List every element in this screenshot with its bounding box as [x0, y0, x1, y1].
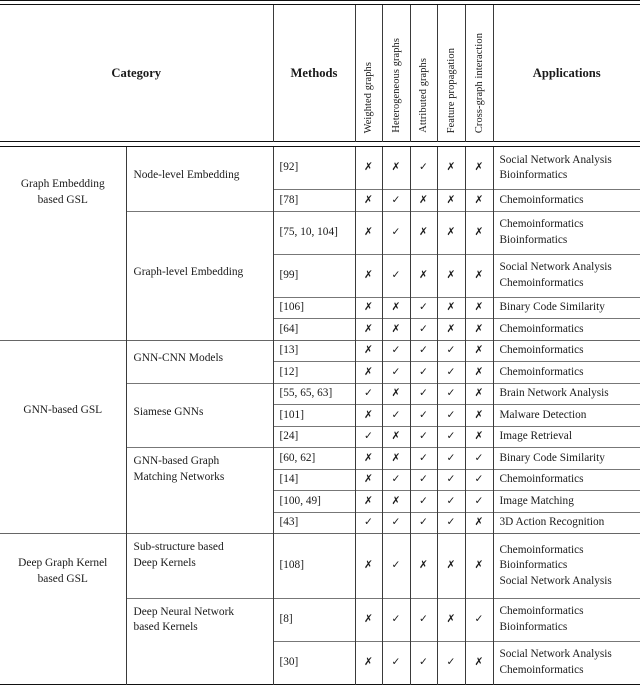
feature-mark-cell	[355, 512, 382, 534]
table-header	[0, 1, 640, 147]
bottom-rule-row	[0, 684, 640, 685]
cross-icon: ✗	[447, 613, 456, 625]
feature-mark-cell	[437, 512, 465, 534]
method-cell: [24]	[273, 426, 355, 448]
feature-mark-cell	[437, 491, 465, 513]
subcategory-label-line: Node-level Embedding	[134, 168, 273, 184]
feature-mark-cell	[410, 254, 437, 297]
feature-mark-cell	[465, 512, 493, 534]
feature-mark-cell	[437, 405, 465, 427]
feature-mark-cell	[355, 190, 382, 212]
feature-mark-cell	[410, 362, 437, 384]
method-cell: [106]	[273, 297, 355, 319]
cross-icon: ✗	[475, 194, 484, 206]
check-icon: ✓	[419, 495, 428, 507]
feature-mark-cell	[355, 405, 382, 427]
check-icon: ✓	[419, 452, 428, 464]
check-icon: ✓	[392, 269, 401, 281]
application-label: Bioinformatics	[500, 558, 640, 574]
cross-icon: ✗	[475, 269, 484, 281]
applications-cell	[493, 534, 640, 599]
feature-mark-cell	[437, 147, 465, 190]
cross-icon: ✗	[475, 387, 484, 399]
subcategory-label-line: Deep Kernels	[134, 556, 273, 572]
feature-mark-cell	[382, 469, 410, 491]
check-icon: ✓	[447, 344, 456, 356]
applications-cell	[493, 254, 640, 297]
applications-cell	[493, 426, 640, 448]
cross-icon: ✗	[392, 430, 401, 442]
check-icon: ✓	[392, 656, 401, 668]
cross-icon: ✗	[447, 226, 456, 238]
feature-mark-cell	[410, 147, 437, 190]
cross-icon: ✗	[392, 452, 401, 464]
feature-mark-cell	[410, 469, 437, 491]
table-row	[0, 340, 640, 362]
cross-icon: ✗	[392, 161, 401, 173]
cross-icon: ✗	[475, 323, 484, 335]
feature-mark-cell	[465, 340, 493, 362]
cross-icon: ✗	[364, 473, 373, 485]
feature-mark-cell	[465, 534, 493, 599]
application-label: Chemoinformatics	[500, 343, 640, 359]
subcategory-cell	[126, 534, 273, 599]
feature-mark-cell	[410, 190, 437, 212]
category-label-line: based GSL	[4, 193, 122, 209]
feature-mark-cell	[437, 362, 465, 384]
feature-mark-cell	[410, 448, 437, 470]
feature-mark-cell	[465, 297, 493, 319]
applications-cell	[493, 340, 640, 362]
category-label-line: GNN-based GSL	[4, 403, 122, 419]
application-label: Chemoinformatics	[500, 604, 640, 620]
feature-mark-cell	[437, 641, 465, 684]
check-icon: ✓	[475, 473, 484, 485]
feature-mark-cell	[382, 405, 410, 427]
check-icon: ✓	[392, 366, 401, 378]
check-icon: ✓	[447, 656, 456, 668]
application-label: Bioinformatics	[500, 168, 640, 184]
feature-mark-cell	[437, 319, 465, 341]
feature-mark-cell	[410, 598, 437, 641]
check-icon: ✓	[419, 473, 428, 485]
subcategory-cell	[126, 383, 273, 448]
feature-mark-cell	[465, 426, 493, 448]
category-label-line: Graph Embedding	[4, 177, 122, 193]
feature-mark-cell	[437, 254, 465, 297]
cross-icon: ✗	[392, 387, 401, 399]
applications-cell	[493, 319, 640, 341]
cross-icon: ✗	[364, 613, 373, 625]
cross-icon: ✗	[364, 301, 373, 313]
header-cross-graph-interaction-label: Cross-graph interaction	[474, 33, 485, 133]
method-cell: [14]	[273, 469, 355, 491]
cross-icon: ✗	[447, 269, 456, 281]
application-label: Chemoinformatics	[500, 365, 640, 381]
check-icon: ✓	[419, 430, 428, 442]
feature-mark-cell	[382, 211, 410, 254]
applications-cell	[493, 297, 640, 319]
check-icon: ✓	[447, 366, 456, 378]
feature-mark-cell	[437, 598, 465, 641]
feature-mark-cell	[382, 147, 410, 190]
check-icon: ✓	[392, 613, 401, 625]
cross-icon: ✗	[364, 452, 373, 464]
check-icon: ✓	[419, 516, 428, 528]
feature-mark-cell	[465, 598, 493, 641]
feature-mark-cell	[465, 448, 493, 470]
feature-mark-cell	[382, 491, 410, 513]
check-icon: ✓	[419, 301, 428, 313]
check-icon: ✓	[392, 409, 401, 421]
category-label-line: based GSL	[4, 572, 122, 588]
check-icon: ✓	[475, 452, 484, 464]
method-cell: [43]	[273, 512, 355, 534]
header-row	[0, 5, 640, 142]
feature-mark-cell	[382, 598, 410, 641]
application-label: Chemoinformatics	[500, 322, 640, 338]
cross-icon: ✗	[364, 344, 373, 356]
feature-mark-cell	[410, 383, 437, 405]
feature-mark-cell	[465, 405, 493, 427]
method-cell: [78]	[273, 190, 355, 212]
feature-mark-cell	[355, 491, 382, 513]
method-cell: [8]	[273, 598, 355, 641]
feature-mark-cell	[465, 319, 493, 341]
feature-mark-cell	[355, 362, 382, 384]
subcategory-label-line: Sub-structure based	[134, 540, 273, 556]
application-label: Image Matching	[500, 494, 640, 510]
cross-icon: ✗	[364, 161, 373, 173]
feature-mark-cell	[382, 297, 410, 319]
feature-mark-cell	[355, 147, 382, 190]
feature-mark-cell	[437, 297, 465, 319]
application-label: Image Retrieval	[500, 429, 640, 445]
feature-mark-cell	[410, 340, 437, 362]
feature-mark-cell	[437, 340, 465, 362]
application-label: Malware Detection	[500, 408, 640, 424]
method-cell: [13]	[273, 340, 355, 362]
header-weighted-graphs	[355, 5, 382, 142]
applications-cell	[493, 598, 640, 641]
feature-mark-cell	[355, 340, 382, 362]
cross-icon: ✗	[392, 301, 401, 313]
check-icon: ✓	[447, 452, 456, 464]
header-feature-propagation-label: Feature propagation	[446, 48, 457, 133]
subcategory-label-line: based Kernels	[134, 620, 273, 636]
feature-mark-cell	[382, 448, 410, 470]
cross-icon: ✗	[392, 323, 401, 335]
feature-mark-cell	[410, 534, 437, 599]
subcategory-label-line: Siamese GNNs	[134, 405, 273, 421]
application-label: Chemoinformatics	[500, 276, 640, 292]
application-label: Bioinformatics	[500, 233, 640, 249]
table-row	[0, 147, 640, 190]
feature-mark-cell	[355, 254, 382, 297]
header-feature-propagation	[437, 5, 465, 142]
feature-mark-cell	[355, 448, 382, 470]
header-heterogeneous-graphs-label: Heterogeneous graphs	[391, 38, 402, 133]
method-cell: [12]	[273, 362, 355, 384]
cross-icon: ✗	[447, 194, 456, 206]
subcategory-cell	[126, 598, 273, 684]
feature-mark-cell	[355, 383, 382, 405]
method-cell: [99]	[273, 254, 355, 297]
method-cell: [60, 62]	[273, 448, 355, 470]
table-body	[0, 147, 640, 685]
feature-mark-cell	[410, 641, 437, 684]
applications-cell	[493, 469, 640, 491]
check-icon: ✓	[447, 516, 456, 528]
cross-icon: ✗	[447, 161, 456, 173]
cross-icon: ✗	[475, 161, 484, 173]
cross-icon: ✗	[419, 269, 428, 281]
feature-mark-cell	[437, 426, 465, 448]
header-applications: Applications	[493, 5, 640, 142]
category-cell	[0, 340, 126, 534]
feature-mark-cell	[465, 147, 493, 190]
cross-icon: ✗	[364, 323, 373, 335]
feature-mark-cell	[437, 383, 465, 405]
method-cell: [64]	[273, 319, 355, 341]
feature-mark-cell	[355, 534, 382, 599]
feature-mark-cell	[410, 211, 437, 254]
cross-icon: ✗	[364, 409, 373, 421]
applications-cell	[493, 448, 640, 470]
feature-mark-cell	[382, 190, 410, 212]
applications-cell	[493, 491, 640, 513]
applications-cell	[493, 512, 640, 534]
cross-icon: ✗	[475, 366, 484, 378]
application-label: Chemoinformatics	[500, 543, 640, 559]
header-attributed-graphs-label: Attributed graphs	[418, 58, 429, 133]
feature-mark-cell	[465, 362, 493, 384]
check-icon: ✓	[392, 473, 401, 485]
check-icon: ✓	[419, 656, 428, 668]
application-label: Binary Code Similarity	[500, 300, 640, 316]
check-icon: ✓	[392, 344, 401, 356]
check-icon: ✓	[392, 559, 401, 571]
method-cell: [92]	[273, 147, 355, 190]
application-label: Social Network Analysis	[500, 647, 640, 663]
subcategory-cell	[126, 340, 273, 383]
method-cell: [75, 10, 104]	[273, 211, 355, 254]
check-icon: ✓	[364, 387, 373, 399]
cross-icon: ✗	[475, 344, 484, 356]
application-label: Chemoinformatics	[500, 472, 640, 488]
feature-mark-cell	[437, 448, 465, 470]
feature-mark-cell	[465, 641, 493, 684]
check-icon: ✓	[419, 323, 428, 335]
feature-mark-cell	[355, 211, 382, 254]
subcategory-cell	[126, 448, 273, 534]
feature-mark-cell	[465, 254, 493, 297]
feature-mark-cell	[410, 512, 437, 534]
check-icon: ✓	[419, 613, 428, 625]
cross-icon: ✗	[475, 430, 484, 442]
cross-icon: ✗	[364, 269, 373, 281]
feature-mark-cell	[382, 512, 410, 534]
feature-mark-cell	[382, 362, 410, 384]
check-icon: ✓	[392, 226, 401, 238]
feature-mark-cell	[355, 297, 382, 319]
application-label: Chemoinformatics	[500, 663, 640, 679]
bottom-rule	[0, 684, 640, 685]
subcategory-label-line: Deep Neural Network	[134, 605, 273, 621]
feature-mark-cell	[382, 641, 410, 684]
cross-icon: ✗	[447, 301, 456, 313]
check-icon: ✓	[475, 613, 484, 625]
feature-mark-cell	[382, 319, 410, 341]
feature-mark-cell	[355, 598, 382, 641]
cross-icon: ✗	[447, 323, 456, 335]
application-label: Social Network Analysis	[500, 260, 640, 276]
header-category: Category	[0, 5, 273, 142]
table-footer	[0, 684, 640, 685]
subcategory-label-line: Graph-level Embedding	[134, 265, 273, 281]
feature-mark-cell	[437, 469, 465, 491]
applications-cell	[493, 211, 640, 254]
check-icon: ✓	[475, 495, 484, 507]
cross-icon: ✗	[392, 495, 401, 507]
feature-mark-cell	[410, 491, 437, 513]
cross-icon: ✗	[419, 226, 428, 238]
application-label: Brain Network Analysis	[500, 386, 640, 402]
cross-icon: ✗	[475, 516, 484, 528]
cross-icon: ✗	[475, 559, 484, 571]
application-label: Binary Code Similarity	[500, 451, 640, 467]
cross-icon: ✗	[475, 409, 484, 421]
feature-mark-cell	[410, 426, 437, 448]
check-icon: ✓	[447, 495, 456, 507]
method-cell: [30]	[273, 641, 355, 684]
header-heterogeneous-graphs	[382, 5, 410, 142]
check-icon: ✓	[447, 387, 456, 399]
cross-icon: ✗	[364, 366, 373, 378]
cross-icon: ✗	[364, 226, 373, 238]
check-icon: ✓	[419, 344, 428, 356]
application-label: Social Network Analysis	[500, 153, 640, 169]
header-methods: Methods	[273, 5, 355, 142]
feature-mark-cell	[382, 340, 410, 362]
check-icon: ✓	[419, 409, 428, 421]
method-cell: [108]	[273, 534, 355, 599]
subcategory-cell	[126, 147, 273, 212]
table-row	[0, 534, 640, 599]
feature-mark-cell	[465, 491, 493, 513]
application-label: Chemoinformatics	[500, 193, 640, 209]
feature-mark-cell	[465, 383, 493, 405]
check-icon: ✓	[364, 430, 373, 442]
check-icon: ✓	[447, 409, 456, 421]
feature-mark-cell	[382, 383, 410, 405]
subcategory-cell	[126, 211, 273, 340]
category-cell	[0, 147, 126, 341]
cross-icon: ✗	[419, 559, 428, 571]
feature-mark-cell	[437, 190, 465, 212]
applications-cell	[493, 190, 640, 212]
feature-mark-cell	[355, 426, 382, 448]
feature-mark-cell	[437, 534, 465, 599]
category-label-line: Deep Graph Kernel	[4, 556, 122, 572]
method-cell: [55, 65, 63]	[273, 383, 355, 405]
feature-mark-cell	[437, 211, 465, 254]
feature-mark-cell	[465, 211, 493, 254]
feature-mark-cell	[382, 426, 410, 448]
cross-icon: ✗	[364, 559, 373, 571]
cross-icon: ✗	[419, 194, 428, 206]
applications-cell	[493, 405, 640, 427]
header-weighted-graphs-label: Weighted graphs	[363, 62, 374, 133]
subcategory-label-line: Matching Networks	[134, 470, 273, 486]
cross-icon: ✗	[475, 656, 484, 668]
subcategory-label-line: GNN-based Graph	[134, 454, 273, 470]
cross-icon: ✗	[475, 301, 484, 313]
applications-cell	[493, 641, 640, 684]
cross-icon: ✗	[475, 226, 484, 238]
subcategory-label-line: GNN-CNN Models	[134, 351, 273, 367]
check-icon: ✓	[392, 194, 401, 206]
method-cell: [101]	[273, 405, 355, 427]
feature-mark-cell	[355, 469, 382, 491]
application-label: Bioinformatics	[500, 620, 640, 636]
applications-cell	[493, 383, 640, 405]
application-label: Chemoinformatics	[500, 217, 640, 233]
application-label: 3D Action Recognition	[500, 515, 640, 531]
cross-icon: ✗	[364, 194, 373, 206]
header-cross-graph-interaction	[465, 5, 493, 142]
feature-mark-cell	[465, 469, 493, 491]
cross-icon: ✗	[364, 656, 373, 668]
category-cell	[0, 534, 126, 685]
applications-cell	[493, 362, 640, 384]
applications-cell	[493, 147, 640, 190]
feature-mark-cell	[355, 319, 382, 341]
check-icon: ✓	[364, 516, 373, 528]
feature-mark-cell	[410, 319, 437, 341]
cross-icon: ✗	[364, 495, 373, 507]
header-attributed-graphs	[410, 5, 437, 142]
cross-icon: ✗	[447, 559, 456, 571]
check-icon: ✓	[419, 366, 428, 378]
check-icon: ✓	[419, 387, 428, 399]
application-label: Social Network Analysis	[500, 574, 640, 590]
check-icon: ✓	[447, 473, 456, 485]
feature-mark-cell	[382, 534, 410, 599]
feature-mark-cell	[382, 254, 410, 297]
feature-mark-cell	[465, 190, 493, 212]
method-cell: [100, 49]	[273, 491, 355, 513]
feature-mark-cell	[355, 641, 382, 684]
check-icon: ✓	[447, 430, 456, 442]
check-icon: ✓	[419, 161, 428, 173]
check-icon: ✓	[392, 516, 401, 528]
feature-mark-cell	[410, 405, 437, 427]
feature-mark-cell	[410, 297, 437, 319]
